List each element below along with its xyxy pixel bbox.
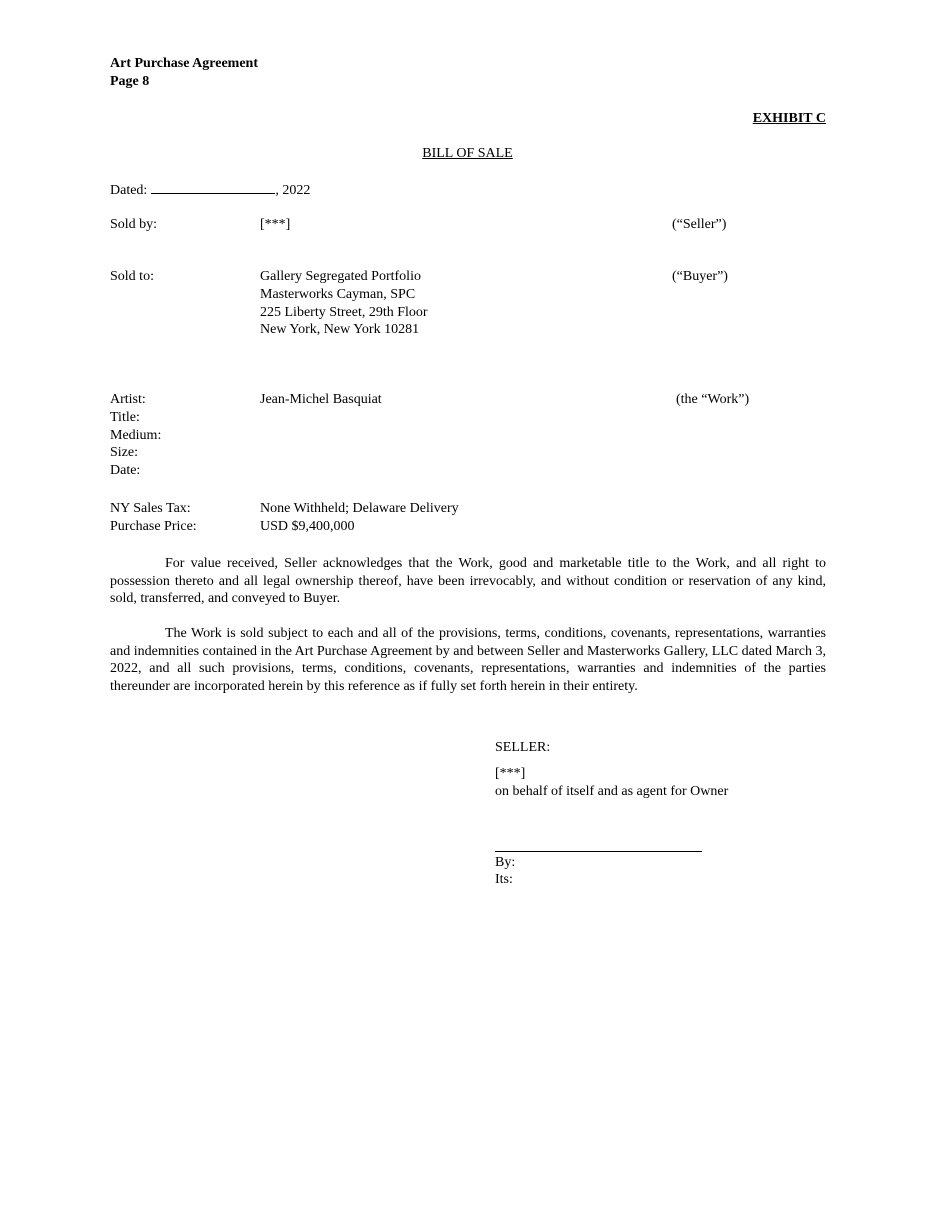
provisions-paragraph: The Work is sold subject to each and all of the provisions, terms, conditions, covenants, representations, warranties and indemnities contained in the Art Purchase Agreement by and between Seller and Masterworks Gallery, LLC dated March 3, 2022, and all such provisions, terms, conditions, covenants, representations, warranties and indemnities of the parties thereunder are incorporated herein by this reference as if fully set forth herein in their entirety.	[110, 626, 826, 694]
buyer-address-line: Gallery Segregated Portfolio	[260, 269, 421, 284]
title-label: Title:	[110, 410, 140, 425]
seller-role: (“Seller”)	[672, 217, 727, 232]
dated-year: , 2022	[275, 183, 311, 198]
acknowledgement-paragraph: For value received, Seller acknowledges that the Work, good and marketable title to the Work, and all right to possession thereto and all legal ownership thereof, have been irrevocably, and without condition or reservation of any kind, sold, transferred, and conveyed to Buyer.	[110, 556, 826, 607]
signature-capacity: on behalf of itself and as agent for Owner	[495, 784, 729, 799]
sold-by-label: Sold by:	[110, 217, 158, 232]
tax-label: NY Sales Tax:	[110, 501, 191, 516]
size-label: Size:	[110, 445, 138, 460]
buyer-address-line: Masterworks Cayman, SPC	[260, 287, 416, 302]
document-header-title: Art Purchase Agreement	[110, 56, 258, 71]
dated-label: Dated:	[110, 183, 148, 198]
price-label: Purchase Price:	[110, 519, 197, 534]
work-role: (the “Work”)	[676, 392, 750, 407]
signature-line	[495, 851, 702, 852]
signature-its-label: Its:	[495, 872, 513, 887]
date-blank-line	[151, 181, 275, 194]
sold-to-label: Sold to:	[110, 269, 154, 284]
buyer-address-line: New York, New York 10281	[260, 322, 420, 337]
medium-label: Medium:	[110, 428, 162, 443]
date-label: Date:	[110, 463, 141, 478]
tax-value: None Withheld; Delaware Delivery	[260, 501, 459, 516]
artist-label: Artist:	[110, 392, 146, 407]
buyer-role: (“Buyer”)	[672, 269, 728, 284]
signature-party: [***]	[495, 766, 526, 781]
buyer-address-line: 225 Liberty Street, 29th Floor	[260, 305, 428, 320]
exhibit-label: EXHIBIT C	[752, 111, 826, 126]
signature-by-label: By:	[495, 855, 516, 870]
signature-heading: SELLER:	[495, 740, 551, 755]
sold-by-value: [***]	[260, 217, 291, 232]
page-number: Page 8	[110, 74, 150, 89]
dated-row	[110, 181, 310, 200]
artist-value: Jean-Michel Basquiat	[260, 392, 382, 407]
price-value: USD $9,400,000	[260, 519, 355, 534]
document-title: BILL OF SALE	[422, 146, 513, 161]
